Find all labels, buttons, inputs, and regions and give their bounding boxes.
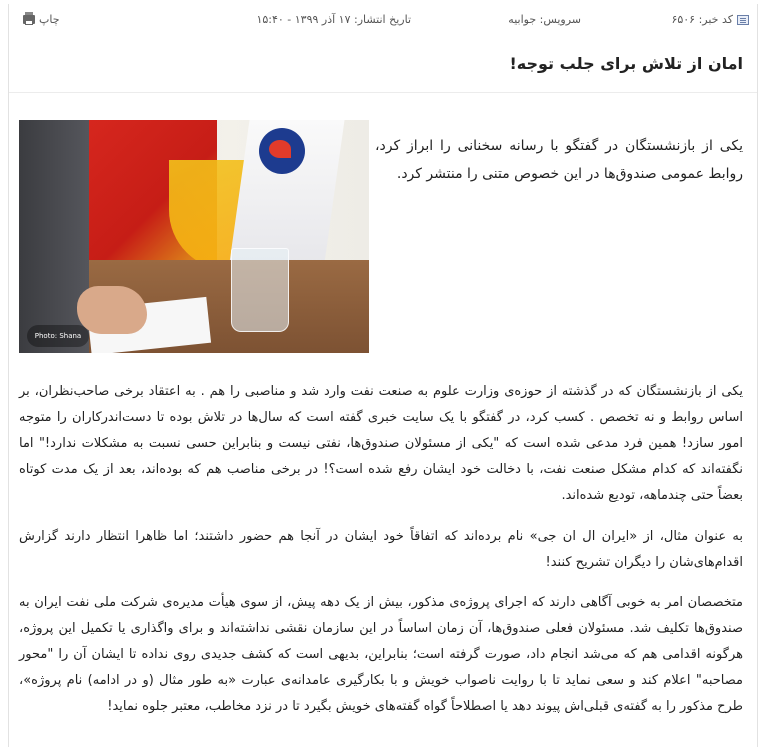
article-paragraph: متخصصان امر به خوبی آگاهی دارند که اجرای پروژه‌ی مذکور، بیش از یک دهه پیش، از سوی هیأت مدیره‌ی شرکت ملی نفت ایران به صندوق‌ها تکلیف شد. مسئولان فعلی صندوق‌ها، آن زمان اساساً در این سازمان نقشی نداشته‌اند و برای واگذاری یا تکمیل این پروژه، هرگونه اقدامی هم که می‌شد انجام داد، صورت گرفته است؛ بنابراین، بدیهی است که کشف جدیدی روی نداده تا ایشان آن را "محور مصاحبه" اعلام کند و سعی نماید تا با روایت ناصواب خویش و با بکارگیری عامدانه‌ی عبارت «به طور مثال (و در ادامه) نام پروژه»، طرح مذکور را به گفته‌ی قبلی‌اش پیوند دهد یا اصطلاحاً گواه گفته‌های خویش بگیرد تا در نزد مخاطب، معتبر جلوه نماید! (19, 595, 743, 714)
article-title: امان از تلاش برای جلب توجه! (509, 54, 743, 73)
company-logo-icon (259, 128, 305, 174)
hand-with-pen (77, 286, 147, 334)
article-meta-bar (9, 4, 757, 34)
publish-date: تاریخ انتشار: ۱۷ آذر ۱۳۹۹ - ۱۵:۴۰ (256, 13, 411, 26)
article-lead: یکی از بازنشستگان در گفتگو با رسانه سخنانی را ابراز کرد، روابط عمومی صندوق‌ها در این خصوص متنی را منتشر کرد. (375, 138, 743, 182)
article-paragraph: یکی از بازنشستگان که در گذشته از حوزه‌ی وزارت علوم به صنعت نفت وارد شد و مناصبی را هم . به اعتقاد برخی صاحب‌نظران، بر اساس روابط و نه تخصص . کسب کرد، در گفتگو با یک سایت خبری گفته است که سال‌ها در تلاش بوده تا دست‌اندرکاران را متوجه امور سازد! همین فرد مدعی شده است که "یکی از مسئولان صندوق‌ها، نفتی نیست و بنابراین حسی نسبت به مشکلات ندارد!" اما نگفته‌اند که کدام مشکل صنعت نفت، با دخالت خود ایشان رفع شده است؟! در برخی مناصب هم که بوده‌اند، بعد از یک مدت کوتاه بعضاً حتی چندماهه، تودیع شده‌اند. (19, 384, 743, 503)
news-code (671, 13, 749, 26)
print-label[interactable]: چاپ (39, 13, 60, 26)
printer-icon[interactable] (23, 15, 35, 24)
title-divider (9, 92, 757, 93)
article-paragraph: به عنوان مثال، از «ایران ال ان جی» نام برده‌اند که اتفاقاً خود ایشان در آنجا هم حضور داشتند؛ اما ظاهرا انتظار دارند گزارش اقدام‌های‌شان را دیگران تشریح کنند! (19, 529, 743, 570)
news-code-text: کد خبر: ۶۵۰۶ (671, 13, 733, 26)
article-photo (19, 120, 369, 353)
print-button[interactable] (23, 13, 60, 26)
photo-watermark: Photo: Shana (27, 325, 89, 347)
service-label: سرویس: جوابیه (508, 13, 581, 26)
water-glass (231, 248, 289, 332)
news-icon (737, 15, 749, 25)
news-card (8, 4, 758, 747)
